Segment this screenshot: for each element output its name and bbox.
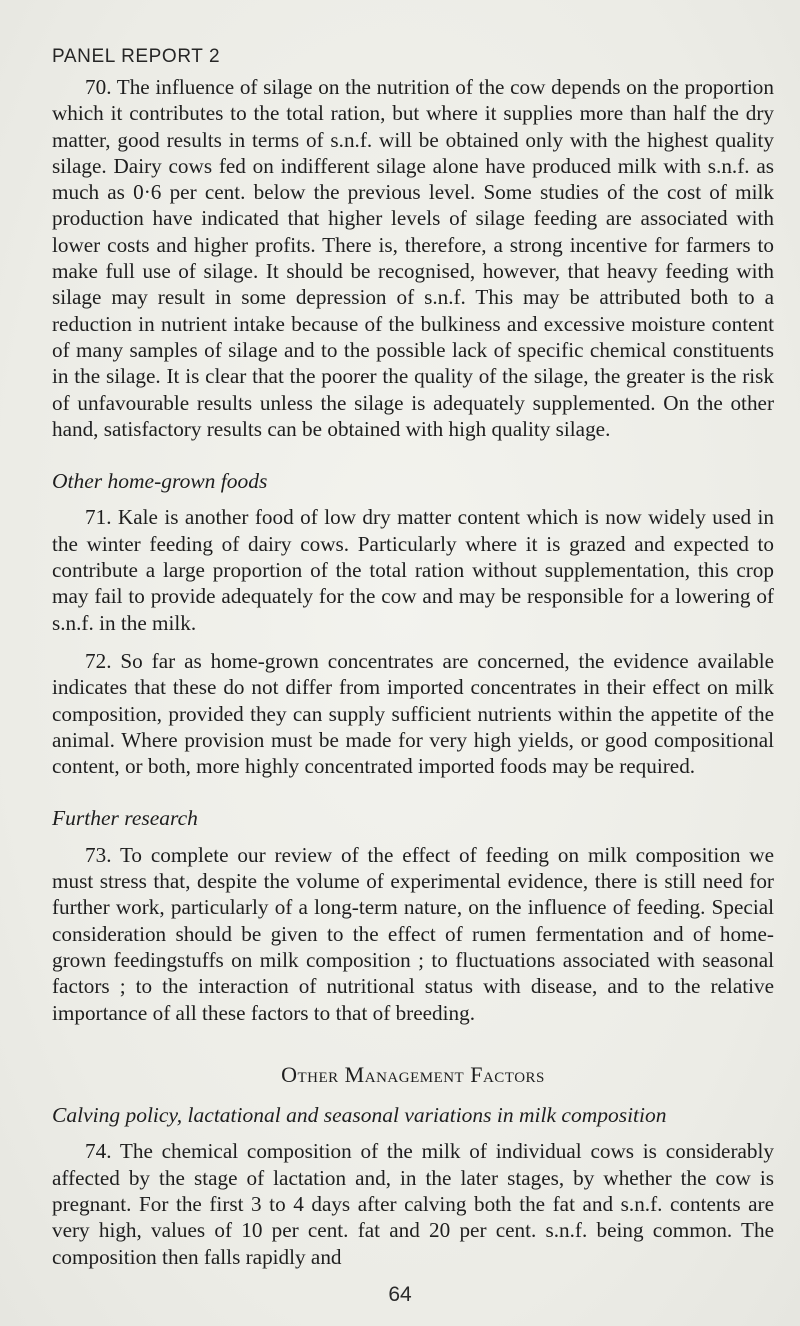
running-header: PANEL REPORT 2	[52, 46, 221, 67]
paragraph-70: 70. The influence of silage on the nutrition of the cow depends on the proportion which it contributes to the total ration, but where it supplies more than half the dry matter, good results in terms of s.n.f. will be obtained only with the highest quality silage. Dairy cows fed on indifferent silage alone have produced milk with s.n.f. as much as 0·6 per cent. below the previous level. Some studies of the cost of milk production have indicated that higher levels of silage feeding are associated with lower costs and higher profits. There is, therefore, a strong incentive for farmers to make full use of silage. It should be recognised, however, that heavy feeding with silage may result in some depression of s.n.f. This may be attributed both to a reduction in nutrient intake because of the bulkiness and excessive moisture content of many samples of silage and to the possible lack of specific chemical constituents in the silage. It is clear that the poorer the quality of the silage, the greater is the risk of unfavourable results unless the silage is adequately supplemented. On the other hand, satisfactory results can be obtained with high quality silage.	[52, 75, 774, 441]
paragraph-gap	[52, 636, 774, 648]
page-number: 64	[388, 1283, 412, 1306]
paragraph-73: 73. To complete our review of the effect of feeding on milk composition we must stress that, despite the volume of experimental evidence, there is still need for further work, particularly of a long-term nature, on the influence of feeding. Special consideration should be given to the effect of rumen fermentation and of home-grown feedingstuffs on milk composition ; to fluctuations associated with seasonal factors ; to the interaction of nutritional status with disease, and to the relative importance of all these factors to that of breeding.	[52, 842, 774, 1025]
paragraph-72: 72. So far as home-grown concentrates are concerned, the evidence available indicates that these do not differ from imported concentrates in their effect on milk composition, provided they can supply sufficient nutrients within the appetite of the animal. Where provision must be made for very high yields, or good compositional content, or both, more highly concentrated imported foods may be required.	[52, 648, 774, 779]
heading-further-research: Further research	[52, 806, 198, 831]
heading-other-management-factors: Other Management Factors	[281, 1061, 545, 1087]
paragraph-74: 74. The chemical composition of the milk of individual cows is considerably affected by the stage of lactation and, in the later stages, by whether the cow is pregnant. For the first 3 to 4 days after calving both the fat and s.n.f. contents are very high, values of 10 per cent. fat and 20 per cent. s.n.f. being common. The composition then falls rapidly and	[52, 1139, 774, 1269]
body-text	[52, 74, 774, 1270]
paragraph-71: 71. Kale is another food of low dry matter content which is now widely used in the winter feeding of dairy cows. Particularly where it is grazed and expected to contribute a large proportion of the total ration without supplementation, this crop may fail to provide adequately for the cow and may be responsible for a lowering of s.n.f. in the milk.	[52, 505, 774, 635]
heading-other-home-grown-foods: Other home-grown foods	[52, 469, 268, 494]
heading-calving-policy: Calving policy, lactational and seasonal variations in milk composition	[52, 1103, 667, 1128]
